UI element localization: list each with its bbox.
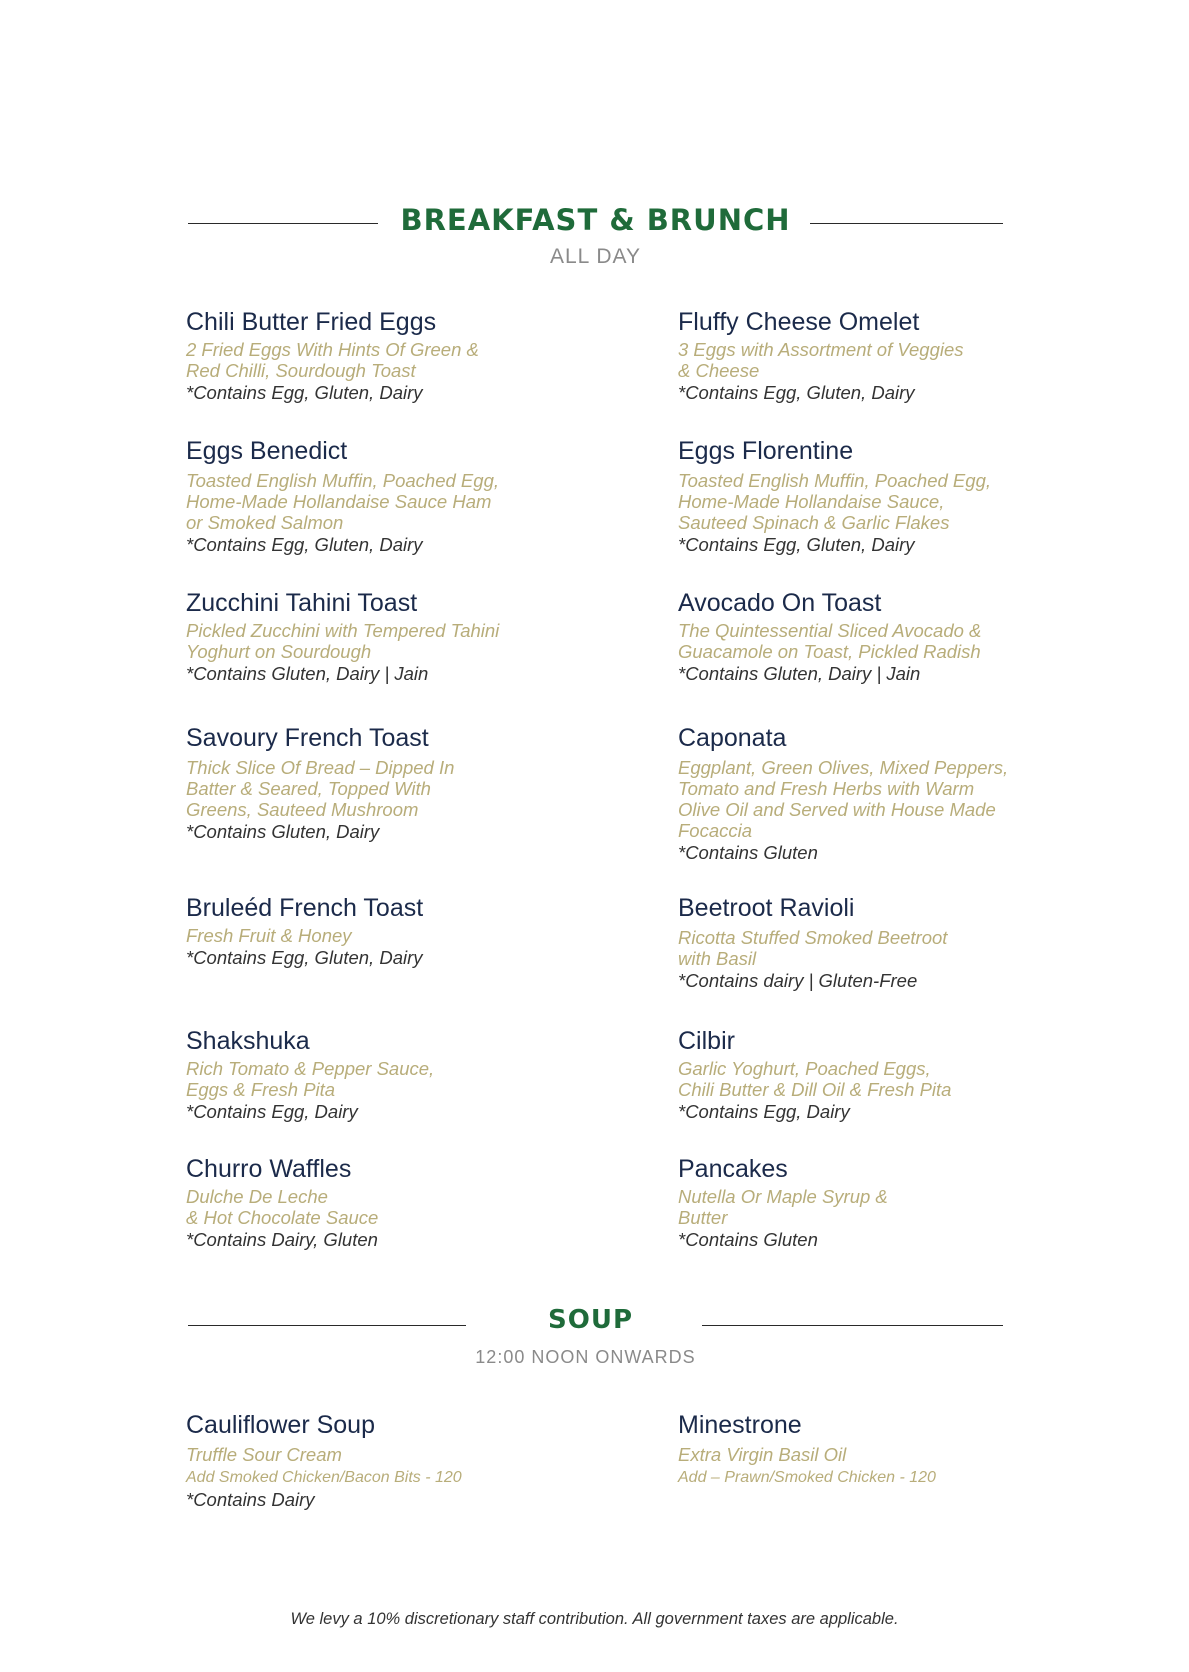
header-rule-right [810,223,1003,224]
item-allergens: *Contains Egg, Dairy [186,1101,358,1122]
item-name: Caponata [678,724,787,752]
item-description: Truffle Sour Cream [186,1444,342,1465]
item-allergens: *Contains Gluten [678,1229,818,1250]
item-description: Toasted English Muffin, Poached Egg, Home-Made Hollandaise Sauce, Sauteed Spinach & Garlic Flakes [678,470,991,533]
menu-item [678,307,1098,404]
menu-item [678,1154,1098,1251]
item-description: The Quintessential Sliced Avocado & Guacamole on Toast, Pickled Radish [678,620,982,662]
item-description: Garlic Yoghurt, Poached Eggs, Chili Butter & Dill Oil & Fresh Pita [678,1058,952,1100]
item-allergens: *Contains Gluten, Dairy [186,821,380,842]
item-addon: Add – Prawn/Smoked Chicken - 120 [678,1469,936,1486]
menu-item [678,1410,1098,1488]
item-name: Bruleéd French Toast [186,894,424,922]
item-name: Avocado On Toast [678,589,882,617]
item-name: Eggs Benedict [186,437,348,465]
item-name: Cilbir [678,1027,735,1055]
item-name: Minestrone [678,1411,802,1439]
item-allergens: *Contains Gluten, Dairy | Jain [186,663,429,684]
header-rule-right [702,1325,1003,1326]
item-allergens: *Contains dairy | Gluten-Free [678,970,918,991]
menu-item [678,588,1098,685]
item-name: Eggs Florentine [678,437,854,465]
item-description: 2 Fried Eggs With Hints Of Green & Red Chilli, Sourdough Toast [186,339,479,381]
item-name: Fluffy Cheese Omelet [678,308,920,336]
item-description: 3 Eggs with Assortment of Veggies & Cheese [678,339,964,381]
item-description: Pickled Zucchini with Tempered Tahini Yoghurt on Sourdough [186,620,500,662]
item-name: Chili Butter Fried Eggs [186,308,437,336]
item-description: Ricotta Stuffed Smoked Beetroot with Basil [678,927,948,969]
item-description: Nutella Or Maple Syrup & Butter [678,1186,888,1228]
item-description: Extra Virgin Basil Oil [678,1444,847,1465]
menu-item [678,723,1098,864]
section-title: SOUP [548,1305,633,1335]
footer-note: We levy a 10% discretionary staff contribution. All government taxes are applicable. [290,1610,899,1628]
item-description: Eggplant, Green Olives, Mixed Peppers, Tomato and Fresh Herbs with Warm Olive Oil and Served with House Made Focaccia [678,757,1009,841]
item-name: Cauliflower Soup [186,1411,375,1439]
soup-section-header [188,1305,1003,1368]
item-name: Shakshuka [186,1027,310,1055]
menu-item [186,723,606,843]
item-description: Dulche De Leche & Hot Chocolate Sauce [186,1186,379,1228]
menu-item [186,1410,606,1511]
section-subtitle: ALL DAY [549,245,642,268]
breakfast-section-header [188,203,1003,269]
menu-item [186,588,606,685]
item-name: Savoury French Toast [186,724,429,752]
item-allergens: *Contains Gluten, Dairy | Jain [678,663,921,684]
menu-item [186,1026,606,1123]
item-description: Rich Tomato & Pepper Sauce, Eggs & Fresh Pita [186,1058,435,1100]
item-name: Churro Waffles [186,1155,352,1183]
item-description: Toasted English Muffin, Poached Egg, Home-Made Hollandaise Sauce Ham or Smoked Salmon [186,470,499,533]
item-allergens: *Contains Egg, Gluten, Dairy [678,534,915,555]
menu-item [186,436,606,556]
item-allergens: *Contains Egg, Gluten, Dairy [186,534,423,555]
menu-item [678,893,1098,992]
item-description: Fresh Fruit & Honey [186,925,352,946]
menu-item [186,893,606,969]
item-addon: Add Smoked Chicken/Bacon Bits - 120 [186,1469,462,1486]
item-allergens: *Contains Dairy, Gluten [186,1229,378,1250]
section-subtitle: 12:00 NOON ONWARDS [475,1347,696,1367]
item-allergens: *Contains Gluten [678,842,818,863]
item-allergens: *Contains Egg, Gluten, Dairy [186,947,423,968]
item-name: Beetroot Ravioli [678,894,855,922]
menu-item [678,436,1098,556]
item-allergens: *Contains Egg, Dairy [678,1101,850,1122]
item-name: Zucchini Tahini Toast [186,589,418,617]
menu-item [186,307,606,404]
menu-item [678,1026,1098,1123]
item-description: Thick Slice Of Bread – Dipped In Batter & Seared, Topped With Greens, Sauteed Mushroom [186,757,455,820]
menu-item [186,1154,606,1251]
item-allergens: *Contains Egg, Gluten, Dairy [678,382,915,403]
section-title: BREAKFAST & BRUNCH [400,203,791,237]
item-allergens: *Contains Dairy [186,1489,315,1510]
item-allergens: *Contains Egg, Gluten, Dairy [186,382,423,403]
item-name: Pancakes [678,1155,788,1183]
